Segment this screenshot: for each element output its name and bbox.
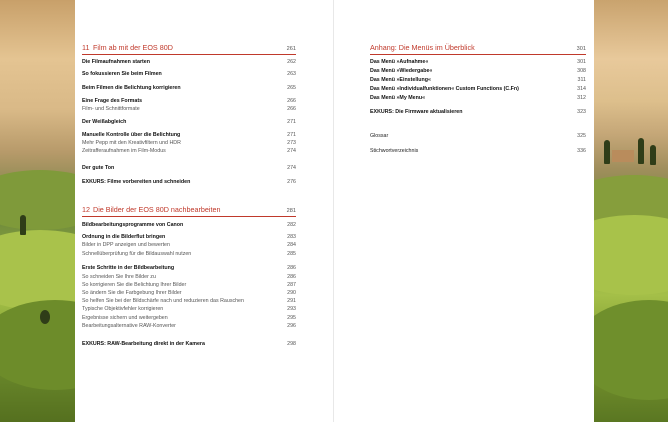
- toc-entry-title: [370, 59, 572, 65]
- toc-entry-page: 266: [287, 106, 296, 112]
- toc-entry[interactable]: [370, 109, 586, 115]
- tree: [40, 310, 50, 324]
- toc-entry-title: [370, 95, 572, 101]
- toc-entry-text: So ändern Sie die Farbgebung Ihrer Bilder: [82, 290, 182, 296]
- toc-entry-page: 325: [577, 133, 586, 139]
- toc-entry-page: 262: [287, 59, 296, 65]
- toc-entry[interactable]: [370, 86, 586, 92]
- hill-shape: [0, 230, 75, 310]
- toc-entry-title: [82, 98, 282, 104]
- toc-entry-text: Das Menü »My Menu«: [370, 95, 426, 101]
- toc-entry-page: 298: [287, 341, 296, 347]
- toc-entry[interactable]: [82, 179, 296, 185]
- toc-entry[interactable]: [82, 148, 296, 154]
- toc-entry-title: [82, 234, 282, 240]
- toc-entry[interactable]: [82, 265, 296, 271]
- chapter-title: Die Bilder der EOS 80D nachbearbeiten: [93, 205, 221, 214]
- toc-entry-page: 285: [287, 251, 296, 257]
- toc-entry-title: [82, 282, 282, 288]
- toc-entry-page: 295: [287, 315, 296, 321]
- toc-entry-page: 274: [287, 148, 296, 154]
- chapter-12-heading[interactable]: [82, 205, 296, 217]
- toc-entry[interactable]: [82, 242, 296, 248]
- toc-entry-text: Zeitrafferaufnahmen im Film-Modus: [82, 148, 166, 154]
- toc-entry[interactable]: [82, 323, 296, 329]
- appendix-page: 301: [576, 46, 586, 52]
- toc-entry-page: 323: [577, 109, 586, 115]
- toc-entry[interactable]: [370, 133, 586, 139]
- toc-entry[interactable]: [82, 140, 296, 146]
- toc-entry-title: [82, 132, 282, 138]
- toc-entry-title: [82, 106, 282, 112]
- toc-entry-text: So korrigieren Sie die Belichtung Ihrer Bilder: [82, 282, 187, 288]
- toc-entry-title: [82, 274, 282, 280]
- toc-entry-page: 336: [577, 148, 586, 154]
- toc-entry-text: Der Weißabgleich: [82, 119, 127, 125]
- toc-entry-text: Das Menü »Aufnahme«: [370, 59, 429, 65]
- toc-entry[interactable]: [82, 315, 296, 321]
- toc-entry-title: [370, 86, 572, 92]
- toc-entry-page: 265: [287, 85, 296, 91]
- toc-entry-title: [82, 179, 282, 185]
- toc-entry-text: Die Filmaufnahmen starten: [82, 59, 150, 65]
- toc-entry-page: 287: [287, 282, 296, 288]
- toc-entry-page: 282: [287, 222, 296, 228]
- cypress-tree: [638, 138, 644, 164]
- toc-entry[interactable]: [82, 85, 296, 91]
- toc-entry-text: Das Menü »Einstellung«: [370, 77, 431, 83]
- toc-entry-page: 286: [287, 265, 296, 271]
- toc-entry[interactable]: [82, 98, 296, 104]
- toc-right-page: [370, 0, 586, 422]
- toc-entry-title: Stichwortverzeichnis: [370, 148, 419, 154]
- toc-entry-text: So helfen Sie bei der Bildschärfe nach und reduzieren das Rauschen: [82, 298, 244, 304]
- toc-left-page: [82, 0, 296, 422]
- toc-entry[interactable]: [82, 222, 296, 228]
- hill-shape: [0, 170, 75, 230]
- toc-entry[interactable]: [82, 165, 296, 171]
- toc-entry-title: [82, 341, 282, 347]
- toc-entry-title: [82, 222, 282, 228]
- toc-entry-text: Ordnung in die Bilderflut bringen: [82, 234, 166, 240]
- toc-entry-page: 296: [287, 323, 296, 329]
- toc-entry[interactable]: [370, 68, 586, 74]
- toc-entry-text: EXKURS: Die Firmware aktualisieren: [370, 109, 463, 115]
- toc-entry-title: [82, 71, 282, 77]
- toc-entry[interactable]: [82, 59, 296, 65]
- toc-entry-text: Der gute Ton: [82, 165, 115, 171]
- toc-entry-title: [82, 290, 282, 296]
- toc-entry-text: Das Menü »Wiedergabe«: [370, 68, 433, 74]
- toc-entry-page: 274: [287, 165, 296, 171]
- toc-entry[interactable]: [82, 306, 296, 312]
- toc-entry-page: 291: [287, 298, 296, 304]
- toc-entry-title: [82, 315, 282, 321]
- toc-entry-text: So schneiden Sie Ihre Bilder zu: [82, 274, 156, 280]
- toc-entry[interactable]: [370, 148, 586, 154]
- toc-entry[interactable]: [82, 282, 296, 288]
- toc-entry-text: Typische Objektivfehler korrigieren: [82, 306, 164, 312]
- chapter-11-heading[interactable]: [82, 43, 296, 55]
- toc-entry-text: EXKURS: RAW-Bearbeitung direkt in der Kamera: [82, 341, 205, 347]
- toc-entry-text: Bearbeitungsalternative RAW-Konverter: [82, 323, 176, 329]
- toc-entry-title: [82, 323, 282, 329]
- hill-shape: [594, 215, 668, 295]
- toc-entry-title: [82, 165, 282, 171]
- toc-entry[interactable]: [82, 71, 296, 77]
- toc-entry-text: Erste Schritte in der Bildbearbeitung: [82, 265, 175, 271]
- toc-entry[interactable]: [82, 119, 296, 125]
- toc-entry-text: Das Menü »Individualfunktionen« Custom Functions (C.Fn): [370, 86, 519, 92]
- toc-entry[interactable]: [370, 59, 586, 65]
- chapter-number: 12: [82, 205, 90, 214]
- toc-entry[interactable]: [82, 298, 296, 304]
- toc-entry-title: [370, 77, 572, 83]
- toc-entry-page: 283: [287, 234, 296, 240]
- toc-entry[interactable]: [82, 132, 296, 138]
- toc-entry-title: [82, 242, 282, 248]
- toc-entry-page: 308: [577, 68, 586, 74]
- toc-entry-text: Bilder in DPP anzeigen und bewerten: [82, 242, 170, 248]
- toc-entry[interactable]: [82, 234, 296, 240]
- toc-entry-title: [370, 109, 572, 115]
- toc-entry-title: [82, 148, 282, 154]
- toc-entry-page: 271: [287, 132, 296, 138]
- toc-entry[interactable]: [82, 341, 296, 347]
- book-spine: [333, 0, 334, 422]
- toc-entry-text: Film- und Schnittformate: [82, 106, 140, 112]
- appendix-heading[interactable]: [370, 43, 586, 55]
- toc-entry-page: 290: [287, 290, 296, 296]
- toc-entry-page: 312: [577, 95, 586, 101]
- toc-entry-page: 293: [287, 306, 296, 312]
- toc-entry-title: [82, 85, 282, 91]
- toc-entry[interactable]: [82, 251, 296, 257]
- toc-entry-title: [82, 140, 282, 146]
- toc-entry-title: [82, 265, 282, 271]
- toc-entry-text: Schnellüberprüfung für die Bildauswahl nutzen: [82, 251, 192, 257]
- toc-entry-text: Ergebnisse sichern und weitergeben: [82, 315, 168, 321]
- hill-shape: [594, 300, 668, 400]
- toc-entry[interactable]: [370, 95, 586, 101]
- farmhouse: [612, 150, 634, 162]
- toc-entry-text: Beim Filmen die Belichtung korrigieren: [82, 85, 181, 91]
- toc-entry-text: EXKURS: Filme vorbereiten und schneiden: [82, 179, 191, 185]
- chapter-page: 261: [286, 46, 296, 52]
- toc-entry-page: 311: [577, 77, 586, 83]
- landscape-photo-left: [0, 0, 75, 422]
- toc-entry-page: 273: [287, 140, 296, 146]
- landscape-photo-right: [594, 0, 668, 422]
- chapter-title: Film ab mit der EOS 80D: [93, 43, 173, 52]
- toc-entry-page: 301: [577, 59, 586, 65]
- toc-entry[interactable]: [82, 274, 296, 280]
- toc-entry-page: 314: [577, 86, 586, 92]
- toc-entry-title: [82, 59, 282, 65]
- toc-entry-text: Mehr Pepp mit den Kreativfiltern und HDR: [82, 140, 181, 146]
- chapter-page: 281: [286, 208, 296, 214]
- cypress-tree: [650, 145, 656, 165]
- toc-entry-page: 271: [287, 119, 296, 125]
- toc-entry[interactable]: [82, 290, 296, 296]
- toc-entry-page: 284: [287, 242, 296, 248]
- toc-entry-page: 276: [287, 179, 296, 185]
- hill-shape: [0, 300, 75, 390]
- toc-entry-title: [82, 119, 282, 125]
- toc-entry-title: [82, 298, 282, 304]
- toc-entry-text: So fokussieren Sie beim Filmen: [82, 71, 162, 77]
- cypress-tree: [20, 215, 26, 235]
- toc-entry-title: [82, 306, 282, 312]
- toc-entry[interactable]: [370, 77, 586, 83]
- cypress-tree: [604, 140, 610, 164]
- toc-entry-title: Glossar: [370, 133, 389, 139]
- toc-entry-text: Manuelle Kontrolle über die Belichtung: [82, 132, 181, 138]
- toc-entry-text: Bildbearbeitungsprogramme von Canon: [82, 222, 184, 228]
- appendix-title: Anhang: Die Menüs im Überblick: [370, 43, 475, 52]
- toc-entry[interactable]: [82, 106, 296, 112]
- chapter-number: 11: [82, 43, 90, 52]
- toc-entry-title: [82, 251, 282, 257]
- toc-entry-title: [370, 68, 572, 74]
- toc-entry-page: 263: [287, 71, 296, 77]
- toc-entry-page: 286: [287, 274, 296, 280]
- toc-entry-text: Eine Frage des Formats: [82, 98, 143, 104]
- toc-entry-page: 266: [287, 98, 296, 104]
